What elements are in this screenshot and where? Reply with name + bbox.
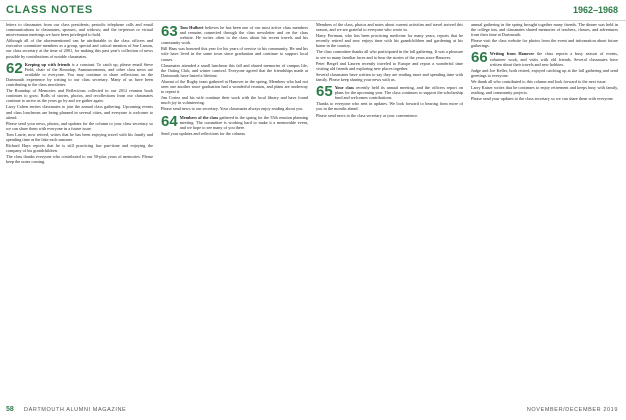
- note-text: annual gathering in the spring brought together many friends. The dinner was held in the college inn, and classmates shared memories of teachers, classes, and adventures from their time at Dartmouth.: [471, 22, 618, 38]
- notes-column-1: [6, 22, 153, 400]
- note-text: Several classmates have written to say they are reading more and spending time with family. Please keep sharing your news with us.: [316, 71, 463, 82]
- note-paragraph: [316, 72, 463, 82]
- note-text: The class thanks everyone who contributed to our 50-plus years of memories. Please keep the notes coming.: [6, 154, 153, 165]
- note-text: letters to classmates from our class presidents; periodic telephone calls and email communications to classmates, spouses, and widows; and the in-person or virtual mini-reunion meetings we have been privileged to hold.: [6, 22, 153, 38]
- class-year-entry: [471, 51, 618, 66]
- class-notes-columns: [6, 22, 620, 400]
- note-paragraph: [471, 85, 618, 95]
- class-notes-header: [0, 0, 626, 21]
- note-text: Although all of the aforementioned can be attributable to the class officers and executive committee members as a group, special and critical mention of Sue Larson, our class secretary at the time of 2001, for making this past year's collection of news possible by contributions of notable classmates.: [6, 38, 153, 59]
- note-text: We thank all who contributed to this column and look forward to the next issue.: [471, 78, 607, 84]
- note-text: is a constant. To catch up, please email Steve Field, chair of the Roundup, Announcements, and other class news are available to everyone. You may continue to share reflections on the Dartmouth experience by writing to our class secretary. Many of us have been contributing to the class newsletter.: [6, 61, 153, 88]
- note-paragraph: [6, 88, 153, 103]
- note-paragraph: [161, 79, 308, 94]
- note-paragraph: [6, 154, 153, 164]
- note-text: Members of the class, photos and notes about current activities and travel arrived this season, and we are grateful to everyone who wrote in.: [316, 22, 463, 33]
- note-paragraph: [471, 96, 618, 101]
- section-title: CLASS NOTES: [6, 4, 94, 16]
- class-years-range: 1962–1968: [572, 5, 618, 15]
- notes-column-4: [471, 22, 618, 400]
- note-text: Classmates attended a small luncheon this fall and shared memories of campus life, the Outing Club, and winter carnival. Everyone agreed that the friendships made at Dartmouth have lasted a lifetime.: [161, 62, 308, 78]
- note-paragraph: [471, 38, 618, 48]
- notes-column-3: [316, 22, 463, 400]
- note-text: gathered in the spring for the 55th reunion planning meeting. The committee is working hard to make it a memorable event, and we hope to see many of you there.: [179, 114, 308, 130]
- class-year-number: 63: [161, 23, 178, 40]
- note-text: Please send your updates to the class secretary so we can share them with everyone.: [471, 96, 614, 102]
- note-paragraph: [316, 33, 463, 48]
- note-paragraph: [316, 22, 463, 32]
- entry-lead-text: Tom Hulbert: [179, 25, 204, 30]
- note-paragraph: [316, 49, 463, 59]
- note-text: Richard Hays reports that he is still practicing law part-time and enjoying the company of his grandchildren.: [6, 143, 153, 154]
- note-paragraph: [6, 38, 153, 58]
- class-year-entry: [316, 85, 463, 100]
- note-paragraph: [161, 46, 308, 61]
- note-text: Please send your news, photos, and updates for the column to your class secretary so we can share them with everyone in a future issue.: [6, 120, 153, 131]
- note-text: The class committee thanks all who participated in the fall gathering. It was a pleasure to see so many familiar faces and to hear the stories of the years since Hanover.: [316, 49, 463, 60]
- note-paragraph: [161, 106, 308, 111]
- note-text: Please send news to our secretary. Your classmates always enjoy reading about you.: [161, 106, 304, 112]
- note-text: Send your updates and reflections for the column.: [161, 130, 246, 136]
- note-paragraph: [316, 61, 463, 71]
- note-text: Larry Kaiser writes that he continues to enjoy retirement and keeps busy with family, reading, and community projects.: [471, 85, 618, 96]
- note-text: Harry Portman, who has been practicing medicine for many years, reports that he recently retired and now enjoys time with his grandchildren and gardening at his home in the country.: [316, 33, 463, 49]
- note-paragraph: [471, 79, 618, 84]
- note-text: recently held its annual meeting, and the officers report on plans for the upcoming year. The class continues to support the scholarship fund and welcomes contributions.: [334, 85, 463, 101]
- note-paragraph: [161, 63, 308, 78]
- class-year-entry: [6, 59, 153, 88]
- note-paragraph: [161, 131, 308, 136]
- entry-lead-text: Keeping up with friends: [24, 61, 71, 67]
- note-text: Judge and Joe Keller, both retired, enjoyed catching up at the fall gathering and send greetings to everyone.: [471, 67, 618, 78]
- note-paragraph: [161, 95, 308, 105]
- note-text: Larry Cohen invites classmates to join the annual class gathering. Upcoming events and class luncheons are being planned in several cities, and everyone is welcome to attend.: [6, 104, 153, 120]
- issue-date: NOVEMBER/DECEMBER 2019: [526, 407, 618, 413]
- note-paragraph: [471, 68, 618, 78]
- entry-lead-text: Writing from Hanover: [489, 51, 535, 57]
- class-year-number: 66: [471, 49, 488, 67]
- class-year-number: 65: [316, 83, 333, 101]
- note-text: believes he has been one of our most active class members and remains connected through the class newsletter and on the class website. He writes often to the class about his recent travels and his community work.: [161, 25, 308, 46]
- class-year-number: 62: [6, 59, 23, 77]
- notes-column-2: [161, 22, 308, 400]
- class-year-entry: [161, 112, 308, 130]
- note-paragraph: [316, 113, 463, 118]
- note-paragraph: [6, 143, 153, 153]
- note-paragraph: [471, 22, 618, 37]
- entry-lead-text: Members of the class: [179, 114, 219, 120]
- class-year-entry: [161, 25, 308, 45]
- note-text: Peter Bergel and Lauren recently traveled to Europe and report a wonderful time visiting old friends and exploring new places together.: [316, 60, 463, 71]
- note-text: The Roundup of Memories and Reflections collected in our 2012 reunion book continues to grow. Rolls of stories, photos, and recollections from our classmates continue to arrive as the years go by and we gather again.: [6, 88, 153, 104]
- note-text: Jim Cortez and his wife continue their work with the local library and have found much joy in volunteering.: [161, 95, 308, 106]
- note-text: Alumni of the Rugby team gathered at Hanover in the spring. Members who had not seen one another since graduation had a wonderful reunion, and plans are underway to repeat it.: [161, 78, 308, 95]
- note-paragraph: [316, 101, 463, 111]
- page-number: 58: [6, 406, 14, 413]
- note-text: Please send news to the class secretary at your convenience.: [316, 112, 419, 118]
- page-footer: [0, 404, 626, 420]
- note-text: Tom Lawie, now retired, writes that he has been enjoying travel with his family and spending time at the lake each summer.: [6, 131, 153, 142]
- note-paragraph: [6, 132, 153, 142]
- note-paragraph: [6, 22, 153, 37]
- note-text: Thanks to everyone who sent in updates. We look forward to hearing from more of you in the months ahead.: [316, 101, 463, 112]
- magazine-name: DARTMOUTH ALUMNI MAGAZINE: [24, 407, 127, 413]
- note-text: the class reports a busy season of events, volunteer work, and visits with old friends. Several classmates have written about their travels and new hobbies.: [489, 51, 618, 67]
- note-paragraph: [6, 121, 153, 131]
- entry-lead-text: Your class: [334, 85, 355, 91]
- note-paragraph: [6, 104, 153, 119]
- note-text: Bill Haas was honored this year for his years of service to his community. He and his wife have lived in the same town since graduation and continue to support local causes.: [161, 46, 308, 62]
- note-text: Please visit the class website for photos from the event and information about future gatherings.: [471, 38, 618, 49]
- class-year-number: 64: [161, 112, 178, 130]
